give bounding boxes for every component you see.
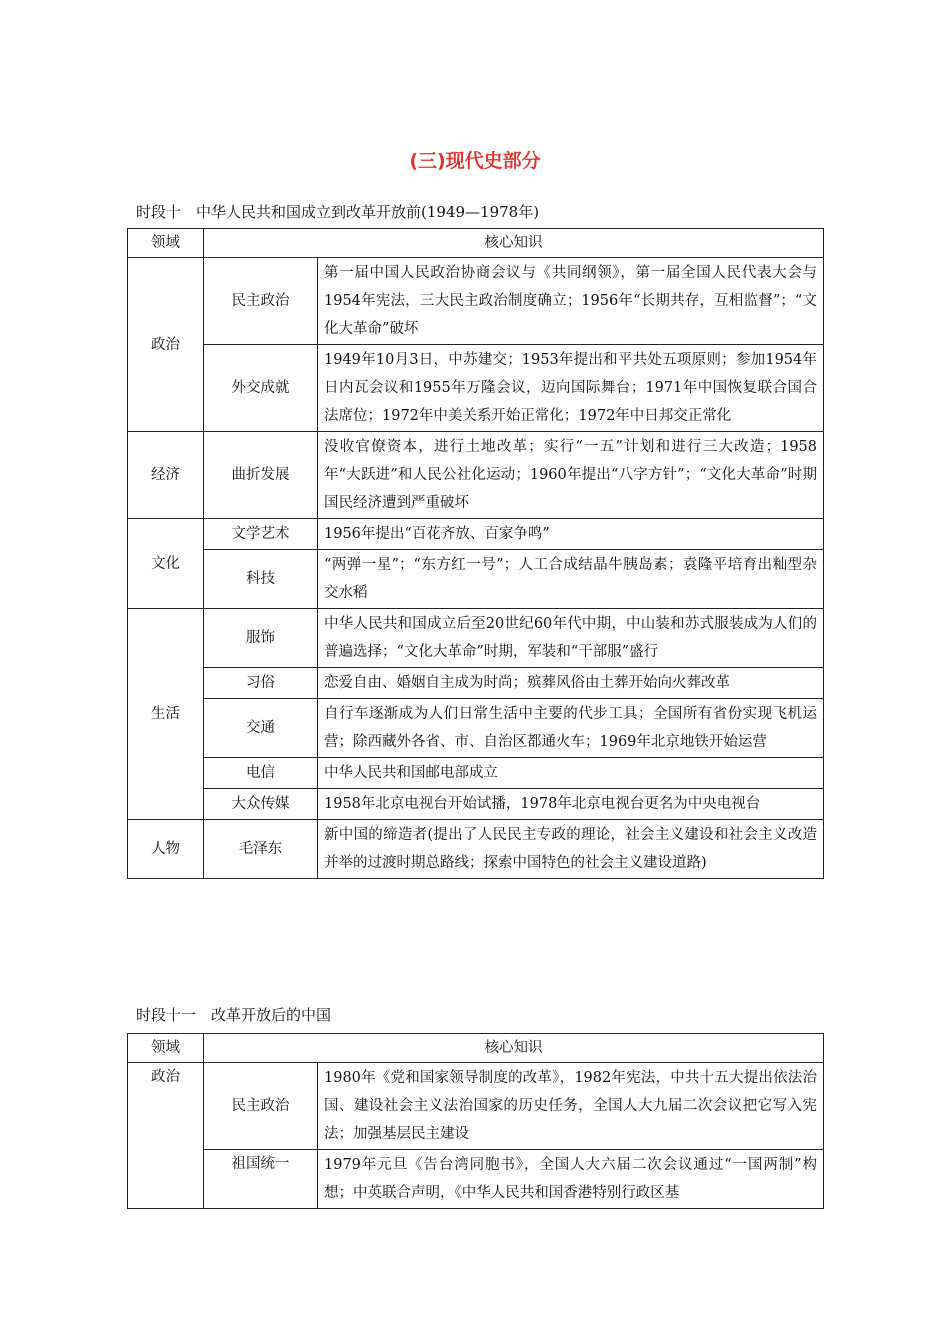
table-row <box>128 258 824 345</box>
table-row <box>128 699 824 758</box>
subfield-cell: 毛泽东 <box>204 820 318 879</box>
table-row <box>128 345 824 432</box>
field-cell: 政治 <box>128 1063 204 1209</box>
subfield-cell: 民主政治 <box>204 1063 318 1150</box>
knowledge-cell: 1956年提出“百花齐放、百家争鸣” <box>318 519 824 550</box>
knowledge-cell: 自行车逐渐成为人们日常生活中主要的代步工具；全国所有省份实现飞机运营；除西藏外各省、市、自治区都通火车；1969年北京地铁开始运营 <box>318 699 824 758</box>
subfield-cell: 大众传媒 <box>204 789 318 820</box>
field-cell: 政治 <box>128 258 204 432</box>
header-field: 领域 <box>128 229 204 258</box>
period-10-heading: 时段十 中华人民共和国成立到改革开放前(1949—1978年) <box>136 203 540 221</box>
table-row <box>128 668 824 699</box>
table-row <box>128 609 824 668</box>
field-cell: 人物 <box>128 820 204 879</box>
table-row <box>128 519 824 550</box>
table-header-row <box>128 1034 824 1063</box>
knowledge-cell: 1958年北京电视台开始试播，1978年北京电视台更名为中央电视台 <box>318 789 824 820</box>
knowledge-cell: 没收官僚资本，进行土地改革；实行“一五”计划和进行三大改造；1958年“大跃进”和人民公社化运动；1960年提出“八字方针”；“文化大革命”时期国民经济遭到严重破坏 <box>318 432 824 519</box>
table-row <box>128 820 824 879</box>
subfield-cell: 祖国统一 <box>204 1150 318 1209</box>
field-cell: 生活 <box>128 609 204 820</box>
knowledge-cell: 恋爱自由、婚姻自主成为时尚；殡葬风俗由土葬开始向火葬改革 <box>318 668 824 699</box>
knowledge-cell: 中华人民共和国成立后至20世纪60年代中期，中山装和苏式服装成为人们的普遍选择；“文化大革命”时期，军装和“干部服”盛行 <box>318 609 824 668</box>
header-knowledge: 核心知识 <box>204 1034 824 1063</box>
subfield-cell: 外交成就 <box>204 345 318 432</box>
table-row <box>128 550 824 609</box>
knowledge-cell: 第一届中国人民政治协商会议与《共同纲领》，第一届全国人民代表大会与1954年宪法，三大民主政治制度确立；1956年“长期共存，互相监督”；“文化大革命”破坏 <box>318 258 824 345</box>
period-11-table <box>127 1033 824 1209</box>
field-cell: 文化 <box>128 519 204 609</box>
subfield-cell: 习俗 <box>204 668 318 699</box>
section-title: (三)现代史部分 <box>409 150 541 172</box>
table-row <box>128 1150 824 1209</box>
knowledge-cell: 中华人民共和国邮电部成立 <box>318 758 824 789</box>
table-row <box>128 1063 824 1150</box>
table-row <box>128 432 824 519</box>
subfield-cell: 电信 <box>204 758 318 789</box>
subfield-cell: 曲折发展 <box>204 432 318 519</box>
subfield-cell: 文学艺术 <box>204 519 318 550</box>
table-row <box>128 789 824 820</box>
knowledge-cell: 新中国的缔造者(提出了人民民主专政的理论，社会主义建设和社会主义改造并举的过渡时期总路线；探索中国特色的社会主义建设道路) <box>318 820 824 879</box>
knowledge-cell: “两弹一星”；“东方红一号”；人工合成结晶牛胰岛素；袁隆平培育出籼型杂交水稻 <box>318 550 824 609</box>
knowledge-cell: 1980年《党和国家领导制度的改革》，1982年宪法，中共十五大提出依法治国、建设社会主义法治国家的历史任务，全国人大九届二次会议把它写入宪法；加强基层民主建设 <box>318 1063 824 1150</box>
period-11-heading: 时段十一 改革开放后的中国 <box>136 1006 332 1024</box>
subfield-cell: 民主政治 <box>204 258 318 345</box>
table-row <box>128 758 824 789</box>
subfield-cell: 交通 <box>204 699 318 758</box>
header-knowledge: 核心知识 <box>204 229 824 258</box>
header-field: 领域 <box>128 1034 204 1063</box>
period-10-table <box>127 228 824 879</box>
subfield-cell: 服饰 <box>204 609 318 668</box>
knowledge-cell: 1949年10月3日，中苏建交；1953年提出和平共处五项原则；参加1954年日内瓦会议和1955年万隆会议，迈向国际舞台；1971年中国恢复联合国合法席位；1972年中美关系开始正常化；1972年中日邦交正常化 <box>318 345 824 432</box>
knowledge-cell: 1979年元旦《告台湾同胞书》，全国人大六届二次会议通过“一国两制”构想；中英联合声明，《中华人民共和国香港特别行政区基 <box>318 1150 824 1209</box>
field-cell: 经济 <box>128 432 204 519</box>
subfield-cell: 科技 <box>204 550 318 609</box>
table-header-row <box>128 229 824 258</box>
